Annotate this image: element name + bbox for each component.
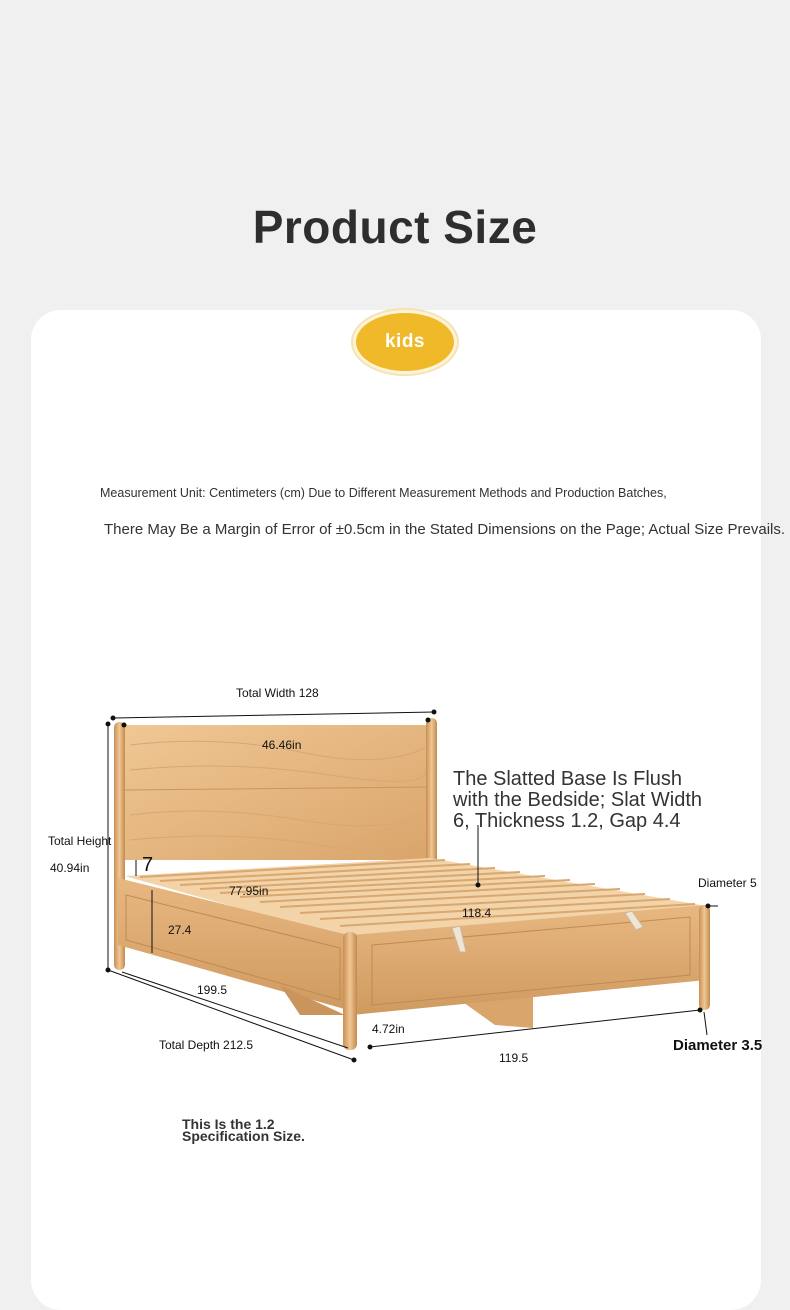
headboard-gap-label: 7 <box>142 854 154 876</box>
measurement-note: Measurement Unit: Centimeters (cm) Due to Different Measurement Methods and Production Batches, <box>100 486 667 500</box>
margin-note: There May Be a Margin of Error of ±0.5cm in the Stated Dimensions on the Page; Actual Size Prevails. <box>104 521 786 538</box>
total-height-label: Total Height <box>48 834 112 848</box>
length-inches-label: 77.95in <box>229 884 269 898</box>
total-width-label: Total Width 128 <box>236 686 319 700</box>
total-depth-label: Total Depth 212.5 <box>159 1038 254 1052</box>
outer-width-label: 119.5 <box>499 1051 529 1065</box>
leg-diameter-label: Diameter 3.5 <box>673 1037 763 1054</box>
page-title: Product Size <box>252 201 538 253</box>
height-inches-label: 40.94in <box>50 861 90 875</box>
kids-badge: kids <box>353 310 457 374</box>
back-right-post <box>426 718 437 863</box>
inner-width-label: 118.4 <box>462 906 492 920</box>
post-diameter-label: Diameter 5 <box>698 876 757 890</box>
headboard-inches-label: 46.46in <box>262 738 302 752</box>
slatted-base-note: The Slatted Base Is Flush with the Bedside; Slat Width 6, Thickness 1.2, Gap 4.4 <box>453 768 703 832</box>
inner-length-label: 199.5 <box>197 983 228 997</box>
front-right-leg <box>699 905 710 1010</box>
side-height-label: 27.4 <box>168 923 192 937</box>
specification-note: This Is the 1.2 Specification Size. <box>182 1116 305 1144</box>
leg-inches-label: 4.72in <box>372 1022 405 1036</box>
front-left-leg <box>343 932 357 1050</box>
